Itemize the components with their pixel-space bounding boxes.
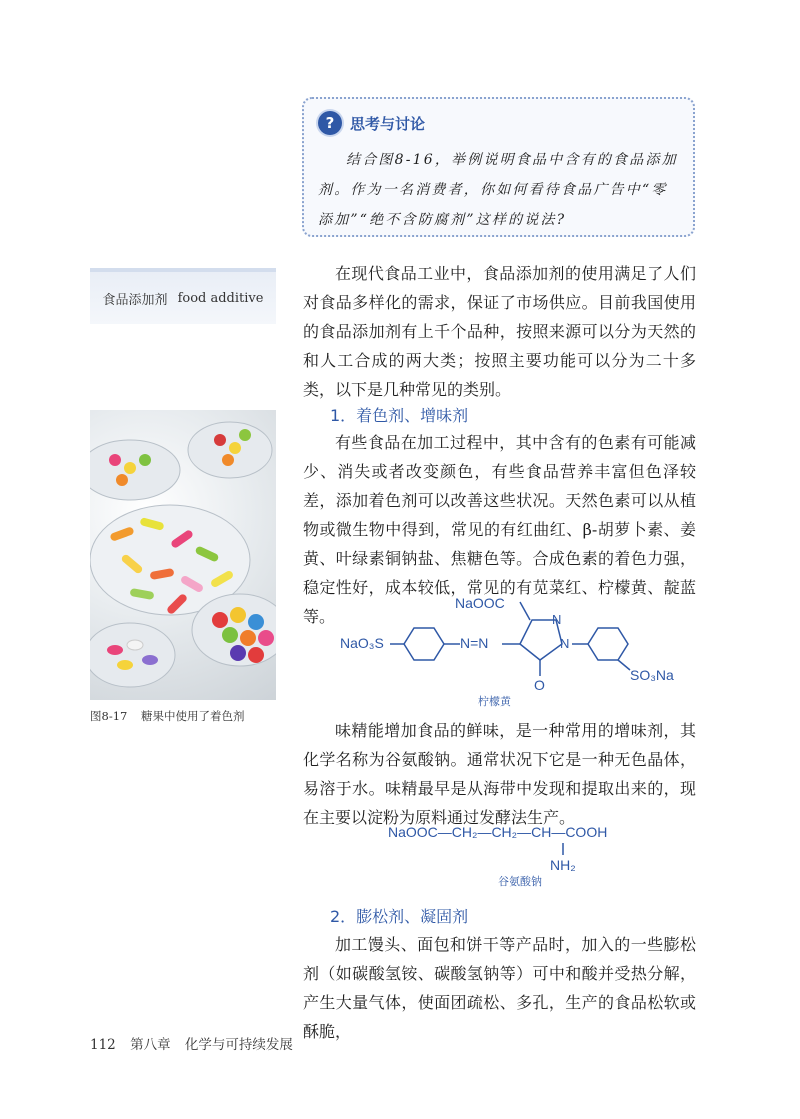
figure-number: 图8-17 bbox=[90, 709, 128, 723]
figure-caption bbox=[90, 708, 245, 724]
figure-caption-text: 糖果中使用了着色剂 bbox=[141, 709, 245, 723]
msg-structure bbox=[300, 815, 680, 895]
msg-chain-label: NaOOC—CH₂—CH₂—CH—COOH bbox=[388, 824, 608, 840]
ring-n-right: N bbox=[560, 636, 570, 651]
think-discuss-box bbox=[302, 97, 695, 237]
benzene-ring-left bbox=[404, 628, 444, 660]
carbonyl-o-label: O bbox=[534, 677, 545, 693]
think-discuss-title: 思考与讨论 bbox=[350, 114, 426, 133]
term-english: food additive bbox=[177, 290, 264, 306]
msg-name: 谷氨酸钠 bbox=[498, 875, 542, 888]
candy-jars-photo bbox=[90, 410, 276, 700]
section-heading-leavening: 2．膨松剂、凝固剂 bbox=[330, 907, 469, 926]
chapter-label: 第八章 bbox=[130, 1037, 171, 1053]
azo-label: N=N bbox=[460, 635, 489, 651]
tartrazine-name: 柠檬黄 bbox=[478, 695, 511, 708]
nao3s-label: NaO₃S bbox=[340, 635, 384, 651]
candy-jars-illustration bbox=[90, 410, 276, 700]
benzene-ring-right bbox=[588, 628, 628, 660]
term-chinese: 食品添加剂 bbox=[102, 292, 168, 308]
section-heading-colorants: 1．着色剂、增味剂 bbox=[330, 406, 469, 425]
tartrazine-structure bbox=[300, 590, 700, 710]
leavening-paragraph: 加工馒头、面包和饼干等产品时，加入的一些膨松剂（如碳酸氢铵、碳酸氢钠等）可中和酸并受热分解，产生大量气体，使面团疏松、多孔，生产的食品松软或酥脆， bbox=[303, 935, 696, 1041]
naooc-label: NaOOC bbox=[455, 595, 505, 611]
page-footer bbox=[90, 1033, 303, 1053]
chapter-title: 化学与可持续发展 bbox=[184, 1037, 293, 1053]
think-discuss-header bbox=[318, 109, 425, 137]
colorants-paragraph: 有些食品在加工过程中，其中含有的色素有可能减少、消失或者改变颜色，有些食品营养丰富但色泽较差，添加着色剂可以改善这些状况。天然色素可以从植物或微生物中得到，常见的有红曲红、β-胡萝卜素、姜黄、叶绿素铜钠盐、焦糖色等。合成色素的着色力强，稳定性好，成本较低，常见的有苋菜红、柠檬黄、靛蓝等。 bbox=[303, 433, 696, 626]
glossary-term bbox=[90, 268, 276, 324]
nh2-label: NH₂ bbox=[550, 857, 576, 873]
question-bubble-icon: ? bbox=[318, 111, 342, 135]
msg-paragraph: 味精能增加食品的鲜味，是一种常用的增味剂，其化学名称为谷氨酸钠。通常状况下它是一种无色晶体，易溶于水。味精最早是从海带中发现和提取出来的，现在主要以淀粉为原料通过发酵法生产。 bbox=[303, 721, 696, 827]
page-number: 112 bbox=[90, 1037, 116, 1053]
so3na-label: SO₃Na bbox=[630, 667, 674, 683]
ring-n-top: N bbox=[552, 612, 562, 627]
intro-paragraph: 在现代食品工业中，食品添加剂的使用满足了人们对食品多样化的需求，保证了市场供应。目前我国使用的食品添加剂有上千个品种，按照来源可以分为天然的和人工合成的两大类；按照主要功能可以分为二十多类，以下是几种常见的类别。 bbox=[303, 264, 696, 399]
think-discuss-text: 结合图8-16，举例说明食品中含有的食品添加剂。作为一名消费者，你如何看待食品广告中“零添加”“绝不含防腐剂”这样的说法? bbox=[318, 152, 678, 228]
